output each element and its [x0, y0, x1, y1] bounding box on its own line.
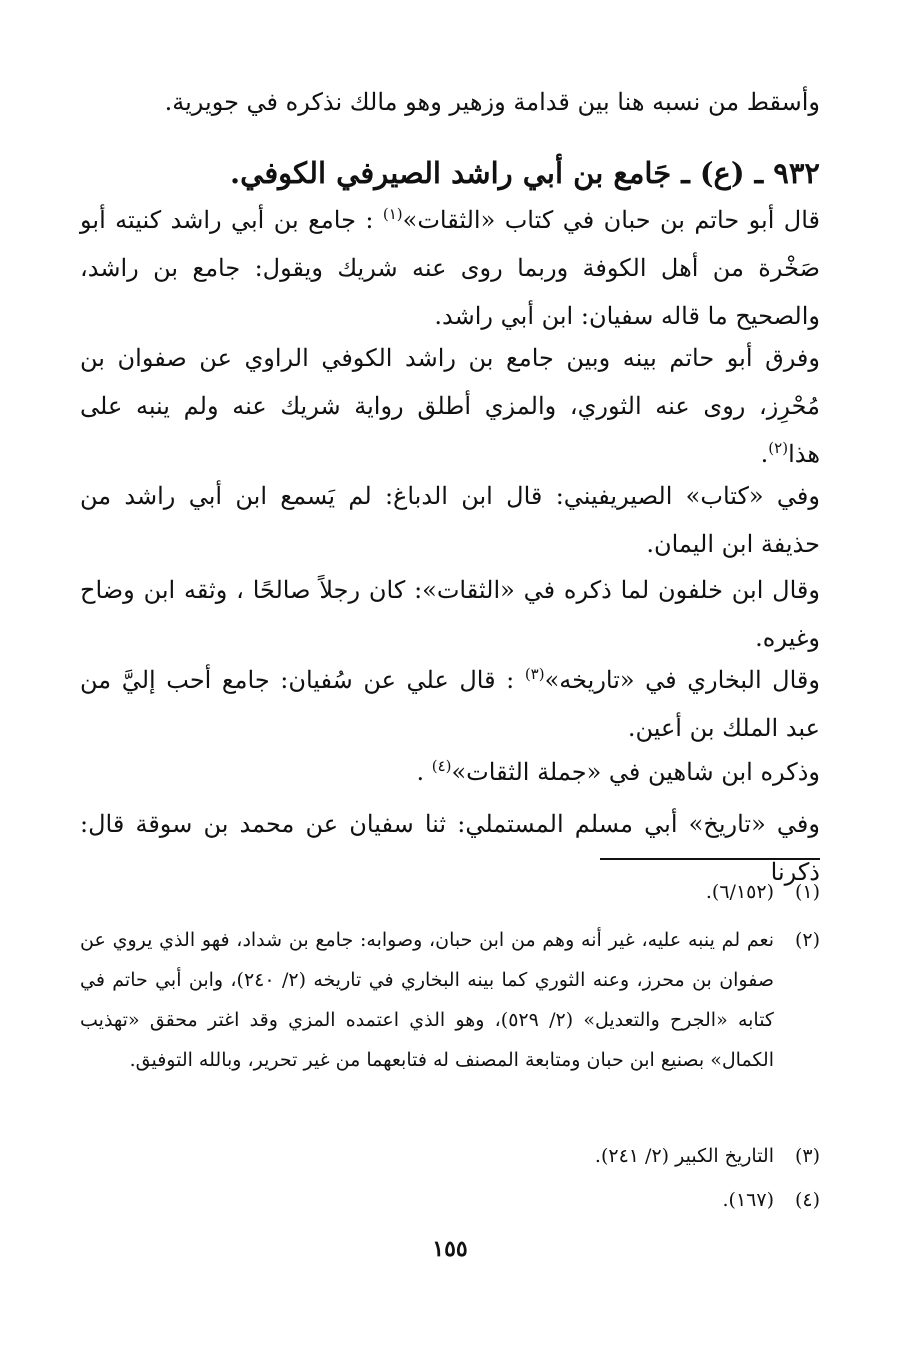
paragraph-2 [80, 334, 820, 478]
footnote-4 [80, 1180, 820, 1220]
footnote-1-text: (٦/١٥٢). [705, 881, 774, 903]
paragraph-2-text-b: . [760, 440, 769, 468]
footnote-separator [600, 858, 820, 860]
footnote-ref-2[interactable]: (٢) [768, 439, 789, 457]
page-number: ١٥٥ [432, 1236, 468, 1262]
intro-line: وأسقط من نسبه هنا بين قدامة وزهير وهو مالك نذكره في جويرية. [164, 88, 820, 116]
footnote-ref-3[interactable]: (٣) [524, 665, 545, 683]
footnote-ref-1[interactable]: (١) [382, 205, 403, 223]
footnote-ref-4[interactable]: (٤) [431, 757, 452, 775]
paragraph-4: وقال ابن خلفون لما ذكره في «الثقات»: كان رجلاً صالحًا ، وثقه ابن وضاح وغيره. [80, 576, 820, 652]
entry-heading: ٩٣٢ ـ (ع) ـ جَامع بن أبي راشد الصيرفي الكوفي. [230, 156, 820, 190]
footnote-1-marker: (١) [794, 881, 820, 903]
paragraph-5-text-b: : قال علي عن سُفيان: جامع أحب إليَّ من عبد الملك بن أعين. [80, 666, 820, 742]
footnote-3-text: التاريخ الكبير (٢/ ٢٤١). [594, 1145, 774, 1167]
paragraph-7: وفي «تاريخ» أبي مسلم المستملي: ثنا سفيان عن محمد بن سوقة قال: ذكرنا [80, 810, 820, 886]
paragraph-6 [80, 748, 820, 796]
paragraph-1-text-a: قال أبو حاتم بن حبان في كتاب «الثقات» [402, 206, 821, 234]
paragraph-1-text-b: : جامع بن أبي راشد كنيته أبو صَخْرة من أهل الكوفة وربما روى عنه شريك ويقول: جامع بن راشد، والصحيح ما قاله سفيان: ابن أبي راشد. [80, 206, 820, 330]
footnote-4-text: (١٦٧). [722, 1189, 774, 1211]
footnote-2 [80, 920, 820, 1080]
paragraph-3: وفي «كتاب» الصيريفيني: قال ابن الدباغ: لم يَسمع ابن أبي راشد من حذيفة ابن اليمان. [80, 482, 820, 558]
footnote-2-marker: (٢) [794, 929, 820, 951]
footnote-1 [80, 872, 820, 912]
paragraph-6-text-a: وذكره ابن شاهين في «جملة الثقات» [451, 758, 820, 786]
paragraph-2-text-a: وفرق أبو حاتم بينه وبين جامع بن راشد الكوفي الراوي عن صفوان بن مُحْرِز، روى عنه الثوري، والمزي أطلق رواية شريك عنه ولم ينبه على هذا [80, 344, 820, 468]
footnote-4-marker: (٤) [794, 1189, 820, 1211]
footnote-3-marker: (٣) [794, 1145, 820, 1167]
paragraph-5 [80, 656, 820, 752]
footnote-3 [80, 1136, 820, 1176]
footnote-2-text: نعم لم ينبه عليه، غير أنه وهم من ابن حبان، وصوابه: جامع بن شداد، فهو الذي يروي عن صفوان بن محرز، وعنه الثوري كما بينه البخاري في تاريخه (٢/ ٢٤٠)، وابن أبي حاتم في كتابه «الجرح والتعديل» (٢/ ٥٢٩)، وهو الذي اعتمده المزي وقد اغتر محقق «تهذيب الكمال» بصنيع ابن حبان ومتابعة المصنف له فتابعهما من غير تحرير، وبالله التوفيق. [80, 929, 774, 1071]
paragraph-5-text-a: وقال البخاري في «تاريخه» [544, 666, 820, 694]
paragraph-6-text-b: . [416, 758, 432, 786]
paragraph-1 [80, 196, 820, 340]
